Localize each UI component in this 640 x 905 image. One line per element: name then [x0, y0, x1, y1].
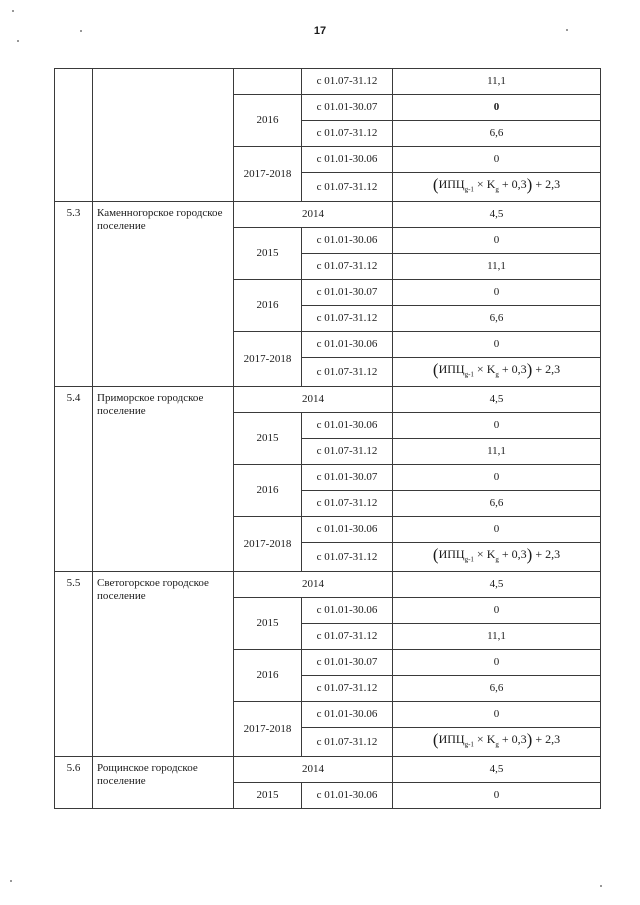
period-cell: с 01.07-31.12: [302, 121, 393, 147]
value-cell: 6,6: [393, 676, 601, 702]
settlement-number: 5.6: [55, 757, 93, 809]
year-cell: 2014: [234, 757, 393, 783]
name-cell: [93, 69, 234, 202]
settlement-number: 5.5: [55, 572, 93, 757]
settlement-name: Каменногорское городское поселение: [93, 202, 234, 387]
table-row: [55, 69, 601, 95]
formula-plus-outer: + 2,3: [532, 176, 561, 191]
formula-ipc: ИПЦ: [438, 176, 465, 191]
value-cell: 11,1: [393, 254, 601, 280]
scan-speck: [12, 10, 14, 12]
period-cell: с 01.07-31.12: [302, 728, 393, 757]
formula-ipc-subscript: g-1: [464, 185, 474, 194]
period-cell: с 01.01-30.06: [302, 598, 393, 624]
period-cell: с 01.01-30.07: [302, 465, 393, 491]
value-cell: 6,6: [393, 306, 601, 332]
period-cell: с 01.01-30.06: [302, 413, 393, 439]
year-cell: 2017-2018: [234, 332, 302, 387]
year-cell: [234, 69, 302, 95]
year-cell: 2017-2018: [234, 147, 302, 202]
settlement-name: Рощинское городское поселение: [93, 757, 234, 809]
year-cell: 2017-2018: [234, 702, 302, 757]
year-cell: 2016: [234, 465, 302, 517]
close-paren: ): [526, 359, 533, 379]
period-cell: с 01.07-31.12: [302, 254, 393, 280]
open-paren: (: [432, 174, 439, 194]
formula-cell: [393, 543, 601, 572]
close-paren: ): [526, 544, 533, 564]
period-cell: с 01.07-31.12: [302, 491, 393, 517]
scan-speck: [17, 40, 19, 42]
period-cell: с 01.07-31.12: [302, 358, 393, 387]
settlement-name: Светогорское городское поселение: [93, 572, 234, 757]
tariff-table-body: [55, 69, 601, 809]
formula-plus-inner: + 0,3: [498, 731, 527, 746]
formula-k-subscript: g: [495, 185, 499, 194]
value-cell: 11,1: [393, 624, 601, 650]
period-cell: с 01.01-30.07: [302, 650, 393, 676]
settlement-name: Приморское городское поселение: [93, 387, 234, 572]
close-paren: ): [526, 174, 533, 194]
value-cell: 0: [393, 147, 601, 173]
tariff-formula: [432, 174, 561, 194]
period-cell: с 01.01-30.06: [302, 332, 393, 358]
settlement-number: 5.3: [55, 202, 93, 387]
formula-ipc: ИПЦ: [438, 731, 465, 746]
tariff-table: [54, 68, 601, 809]
value-cell: 4,5: [393, 202, 601, 228]
formula-plus-outer: + 2,3: [532, 361, 561, 376]
year-cell: 2015: [234, 228, 302, 280]
open-paren: (: [432, 359, 439, 379]
settlement-number: 5.4: [55, 387, 93, 572]
period-cell: с 01.07-31.12: [302, 624, 393, 650]
period-cell: с 01.07-31.12: [302, 306, 393, 332]
formula-k-subscript: g: [495, 740, 499, 749]
period-cell: с 01.01-30.06: [302, 783, 393, 809]
scan-speck: [80, 30, 82, 32]
scan-speck: [600, 885, 602, 887]
value-cell: 0: [393, 280, 601, 306]
year-cell: 2014: [234, 572, 393, 598]
open-paren: (: [432, 729, 439, 749]
value-cell: 0: [393, 413, 601, 439]
formula-ipc-subscript: g-1: [464, 370, 474, 379]
year-cell: 2017-2018: [234, 517, 302, 572]
formula-times: × K: [473, 361, 496, 376]
value-cell: 6,6: [393, 491, 601, 517]
formula-plus-outer: + 2,3: [532, 731, 561, 746]
year-cell: 2014: [234, 387, 393, 413]
value-cell: 0: [393, 598, 601, 624]
value-cell: 0: [393, 228, 601, 254]
value-cell: 0: [393, 465, 601, 491]
period-cell: с 01.01-30.06: [302, 702, 393, 728]
formula-ipc: ИПЦ: [438, 361, 465, 376]
year-cell: 2015: [234, 783, 302, 809]
value-cell: 4,5: [393, 572, 601, 598]
value-cell: 4,5: [393, 387, 601, 413]
year-cell: 2016: [234, 650, 302, 702]
formula-plus-inner: + 0,3: [498, 361, 527, 376]
year-cell: 2014: [234, 202, 393, 228]
formula-ipc: ИПЦ: [438, 546, 465, 561]
open-paren: (: [432, 544, 439, 564]
scan-speck: [566, 29, 568, 31]
value-cell: 11,1: [393, 439, 601, 465]
table-row: [55, 572, 601, 598]
period-cell: с 01.07-31.12: [302, 69, 393, 95]
formula-cell: [393, 173, 601, 202]
period-cell: с 01.07-31.12: [302, 439, 393, 465]
tariff-formula: [432, 544, 561, 564]
period-cell: с 01.01-30.06: [302, 228, 393, 254]
formula-times: × K: [473, 546, 496, 561]
table-row: [55, 202, 601, 228]
period-cell: с 01.07-31.12: [302, 543, 393, 572]
period-cell: с 01.07-31.12: [302, 173, 393, 202]
value-cell: 0: [393, 95, 601, 121]
period-cell: с 01.01-30.06: [302, 517, 393, 543]
value-cell: 4,5: [393, 757, 601, 783]
formula-k-subscript: g: [495, 370, 499, 379]
formula-k-subscript: g: [495, 555, 499, 564]
num-cell: [55, 69, 93, 202]
value-cell: 0: [393, 517, 601, 543]
tariff-formula: [432, 359, 561, 379]
value-cell: 11,1: [393, 69, 601, 95]
value-cell: 0: [393, 783, 601, 809]
tariff-formula: [432, 729, 561, 749]
year-cell: 2016: [234, 280, 302, 332]
formula-plus-inner: + 0,3: [498, 546, 527, 561]
value-cell: 0: [393, 702, 601, 728]
formula-ipc-subscript: g-1: [464, 555, 474, 564]
year-cell: 2015: [234, 598, 302, 650]
formula-times: × K: [473, 176, 496, 191]
formula-cell: [393, 728, 601, 757]
period-cell: с 01.01-30.07: [302, 95, 393, 121]
period-cell: с 01.01-30.07: [302, 280, 393, 306]
formula-ipc-subscript: g-1: [464, 740, 474, 749]
formula-plus-inner: + 0,3: [498, 176, 527, 191]
value-cell: 6,6: [393, 121, 601, 147]
value-cell: 0: [393, 332, 601, 358]
page-number: 17: [313, 25, 327, 37]
close-paren: ): [526, 729, 533, 749]
value-cell: 0: [393, 650, 601, 676]
formula-cell: [393, 358, 601, 387]
table-row: [55, 757, 601, 783]
period-cell: с 01.01-30.06: [302, 147, 393, 173]
scan-speck: [10, 880, 12, 882]
formula-plus-outer: + 2,3: [532, 546, 561, 561]
period-cell: с 01.07-31.12: [302, 676, 393, 702]
year-cell: 2015: [234, 413, 302, 465]
table-row: [55, 387, 601, 413]
year-cell: 2016: [234, 95, 302, 147]
formula-times: × K: [473, 731, 496, 746]
